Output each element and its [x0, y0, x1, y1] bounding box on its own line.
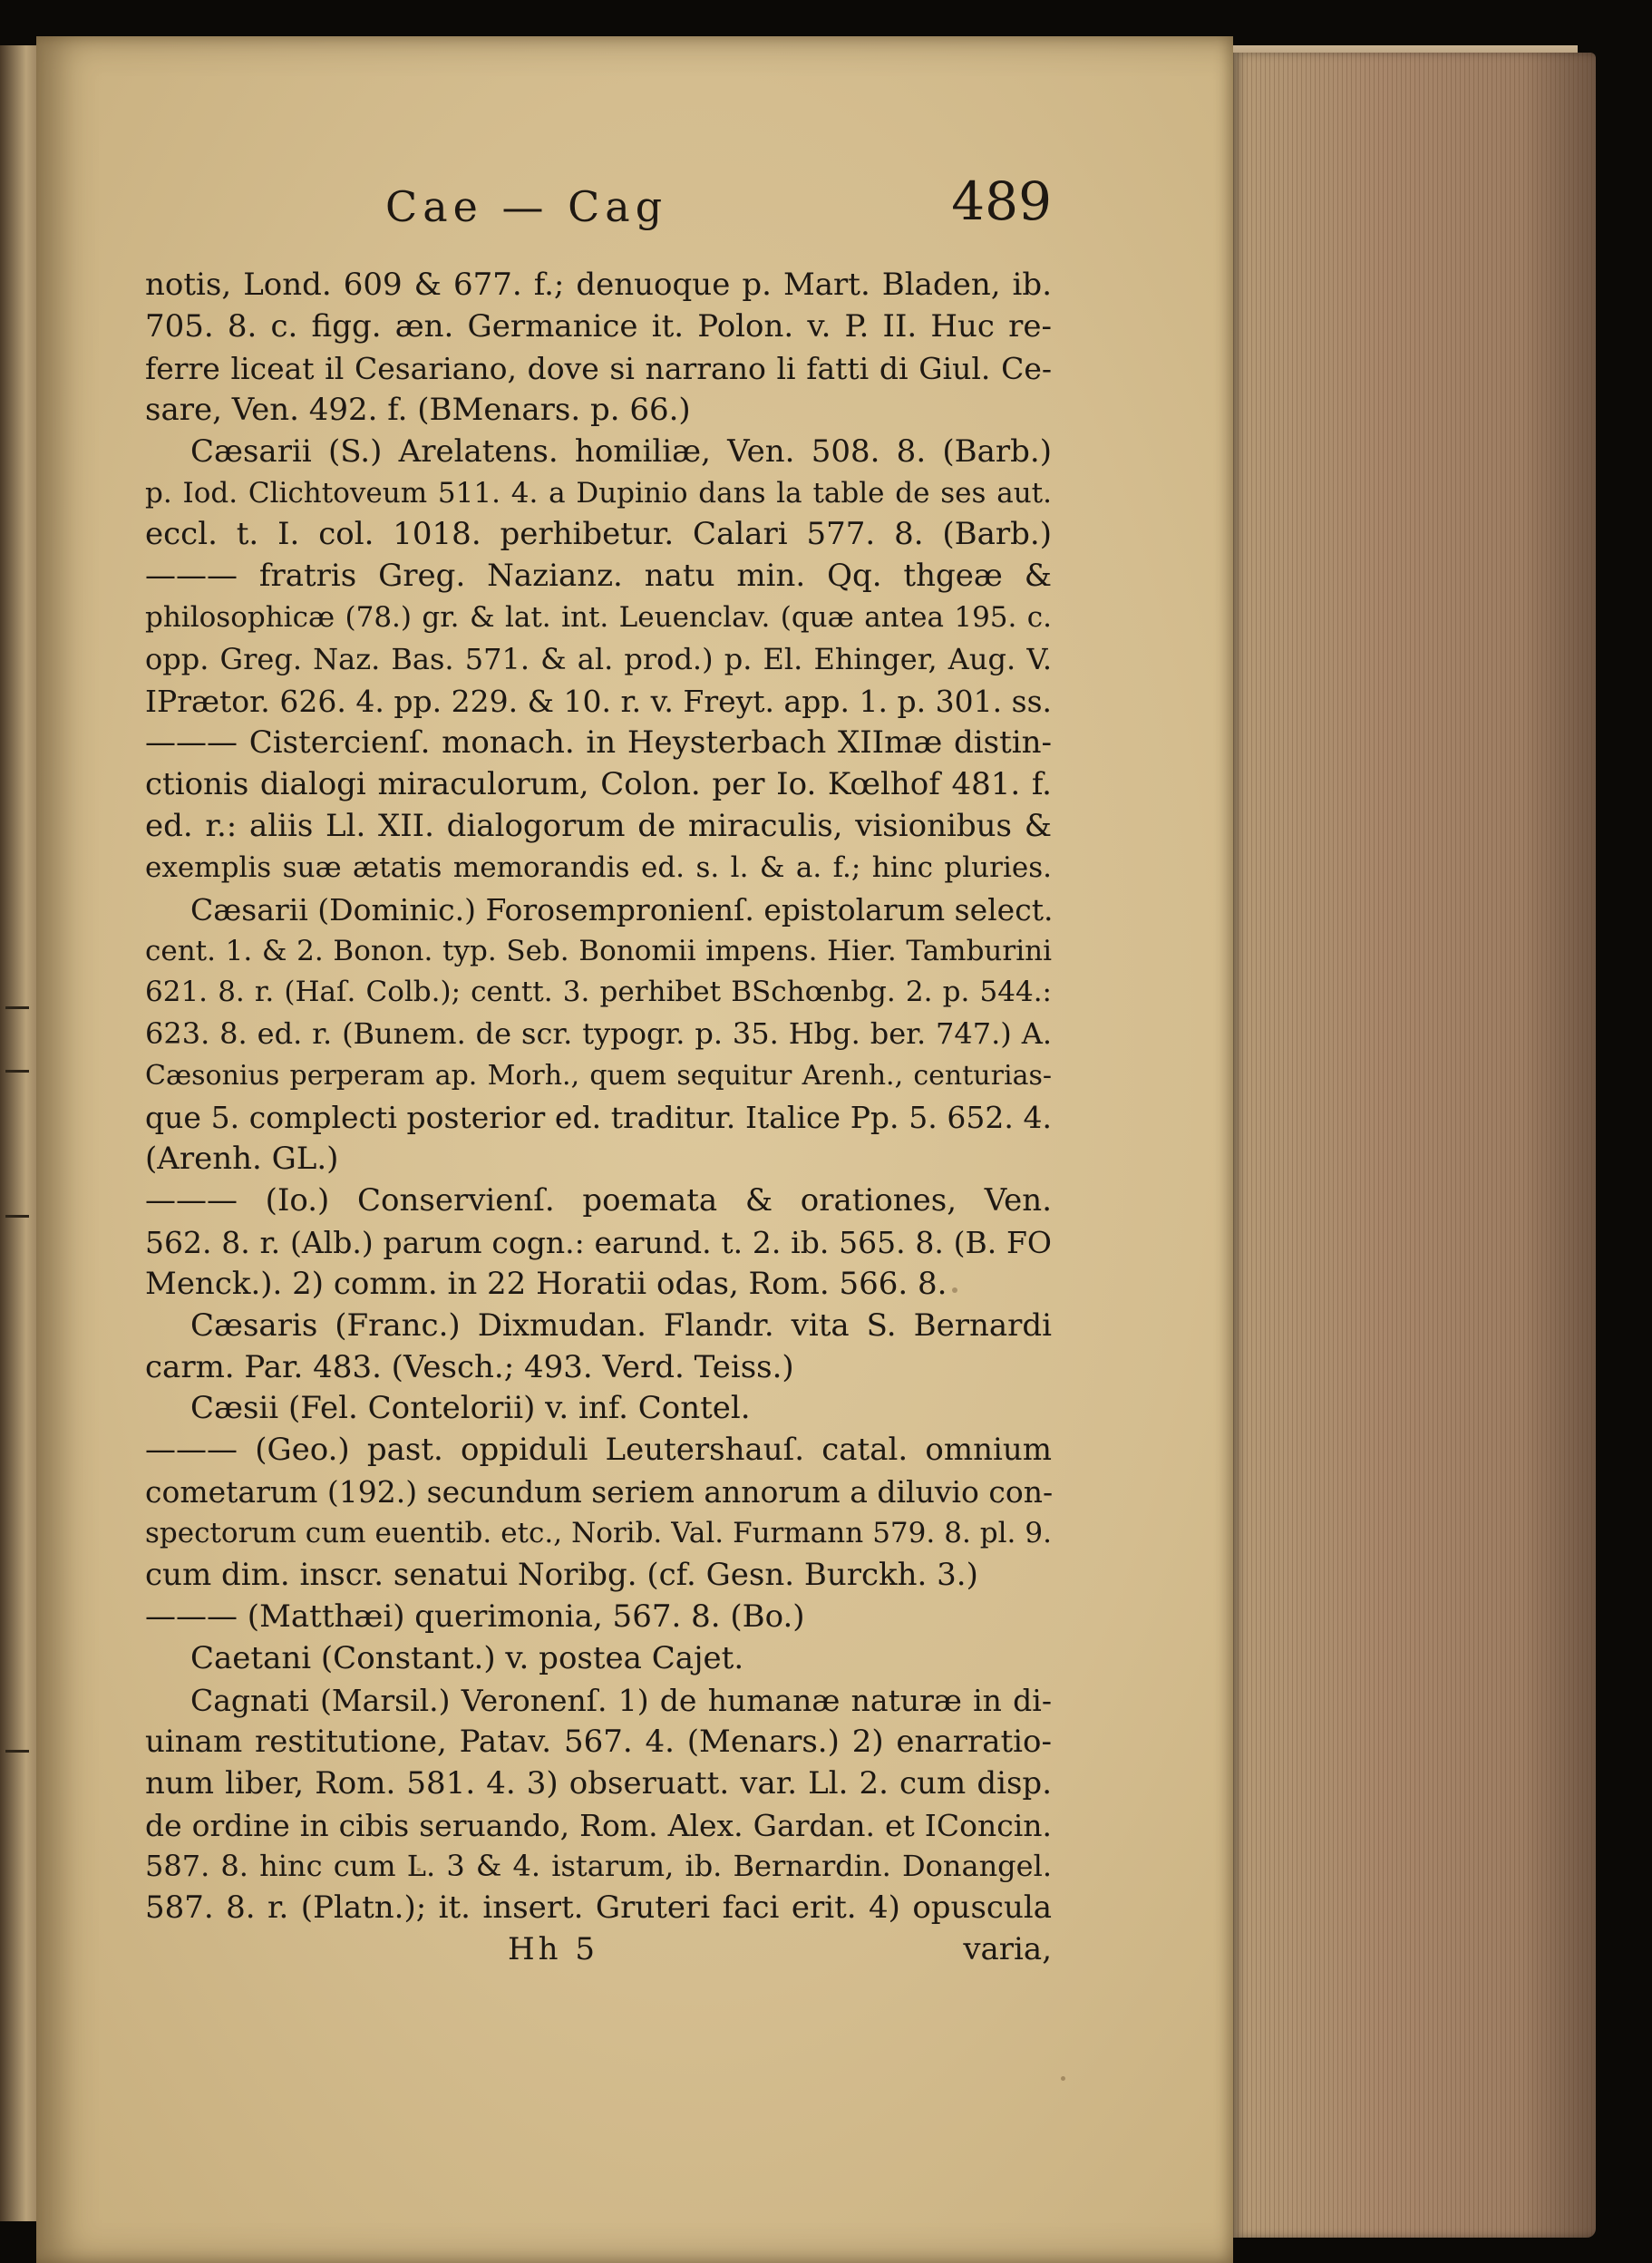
text-line: Cæsii (Fel. Contelorii) v. inf. Contel. [190, 1390, 751, 1427]
running-title: Cae — Cag [385, 182, 668, 231]
running-header [145, 170, 1052, 265]
text-line: opp. Greg. Naz. Bas. 571. & al. prod.) p. El. Ehinger, Aug. V. [145, 642, 1052, 677]
text-line: ——— (Geo.) past. oppiduli Leutershauſ. catal. omnium [145, 1432, 1052, 1469]
text-line: Cæsaris (Franc.) Dixmudan. Flandr. vita S. Bernardi [190, 1306, 1052, 1344]
text-line: ——— (Io.) Conservienſ. poemata & orationes, Ven. [145, 1181, 1052, 1219]
text-line: cum dim. inscr. senatui Noribg. (cf. Gesn. Burckh. 3.) [145, 1557, 978, 1594]
text-line: notis, Lond. 609 & 677. f.; denuoque p. Mart. Bladen, ib. [145, 267, 1052, 303]
page-footer [145, 1929, 1052, 1973]
text-line: Cagnati (Marsil.) Veronenſ. 1) de humanæ naturæ in di- [190, 1682, 1052, 1718]
text-line: carm. Par. 483. (Vesch.; 493. Verd. Teiss.) [145, 1348, 794, 1385]
text-line: ——— fratris Greg. Nazianz. natu min. Qq. thgeæ & [145, 558, 1052, 595]
text-line: 587. 8. hinc cum L. 3 & 4. istarum, ib. Bernardin. Donangel. [145, 1849, 1052, 1884]
text-line: (Arenh. GL.) [145, 1141, 339, 1178]
text-line: exemplis suæ ætatis memorandis ed. s. l. & a. f.; hinc pluries. [145, 850, 1052, 884]
text-line: Cæsonius perperam ap. Morh., quem sequitur Arenh., centurias- [145, 1060, 1052, 1093]
text-line: uinam restitutione, Patav. 567. 4. (Menars.) 2) enarratio- [145, 1723, 1052, 1760]
text-line: 562. 8. r. (Alb.) parum cogn.: earund. t. 2. ib. 565. 8. (B. FO [145, 1224, 1052, 1260]
text-line: ——— (Matthæi) querimonia, 567. 8. (Bo.) [145, 1598, 805, 1635]
text-line: eccl. t. I. col. 1018. perhibetur. Calari 577. 8. (Barb.) [145, 516, 1052, 553]
text-line: Caetani (Constant.) v. postea Cajet. [190, 1639, 744, 1676]
text-line: ed. r.: aliis Ll. XII. dialogorum de miraculis, visionibus & [145, 807, 1052, 844]
text-line: spectorum cum euentib. etc., Norib. Val. Furmann 579. 8. pl. 9. [145, 1517, 1052, 1550]
text-line: 621. 8. r. (Haſ. Colb.); centt. 3. perhibet BSchœnbg. 2. p. 544.: [145, 976, 1052, 1009]
text-line: de ordine in cibis seruando, Rom. Alex. Gardan. et IConcin. [145, 1807, 1052, 1843]
text-line: que 5. complecti posterior ed. traditur. Italice Pp. 5. 652. 4. [145, 1100, 1052, 1136]
book-fore-edge [1233, 53, 1596, 2238]
text-line: Cæsarii (S.) Arelatens. homiliæ, Ven. 508. 8. (Barb.) [190, 432, 1052, 470]
text-line: ——— Cistercienſ. monach. in Heysterbach XIImæ distin- [145, 724, 1052, 761]
text-line: 705. 8. c. figg. æn. Germanice it. Polon. v. P. II. Huc re- [145, 307, 1052, 345]
page-number: 489 [951, 170, 1052, 232]
text-line: num liber, Rom. 581. 4. 3) obseruatt. var. Ll. 2. cum disp. [145, 1764, 1052, 1802]
catchword: varia, [963, 1931, 1052, 1968]
text-line: philosophicæ (78.) gr. & lat. int. Leuenclav. (quæ antea 195. c. [145, 601, 1052, 635]
text-line: sare, Ven. 492. f. (BMenars. p. 66.) [145, 391, 691, 428]
text-line: 587. 8. r. (Platn.); it. insert. Gruteri faci erit. 4) opuscula [145, 1889, 1052, 1927]
text-line: ferre liceat il Cesariano, dove si narrano li fatti di Giul. Ce- [145, 350, 1052, 386]
text-line: 623. 8. ed. r. (Bunem. de scr. typogr. p. 35. Hbg. ber. 747.) A. [145, 1016, 1052, 1052]
text-line: cometarum (192.) secundum seriem annorum a diluvio con- [145, 1474, 1054, 1510]
text-line: Menck.). 2) comm. in 22 Horatii odas, Rom. 566. 8. [145, 1265, 947, 1302]
text-line: cent. 1. & 2. Bonon. typ. Seb. Bonomii impens. Hier. Tamburini [145, 934, 1052, 967]
text-block [145, 170, 1054, 1973]
text-line: IPrætor. 626. 4. pp. 229. & 10. r. v. Freyt. app. 1. p. 301. ss. [145, 684, 1052, 720]
body-text [145, 265, 1052, 1929]
text-line: Cæsarii (Dominic.) Forosempronienſ. epistolarum select. [190, 891, 1054, 928]
text-line: ctionis dialogi miraculorum, Colon. per Io. Kœlhof 481. f. [145, 765, 1052, 802]
signature-mark: Hh 5 [508, 1931, 598, 1968]
text-line: p. Iod. Clichtoveum 511. 4. a Dupinio dans la table de ses aut. [145, 476, 1052, 510]
